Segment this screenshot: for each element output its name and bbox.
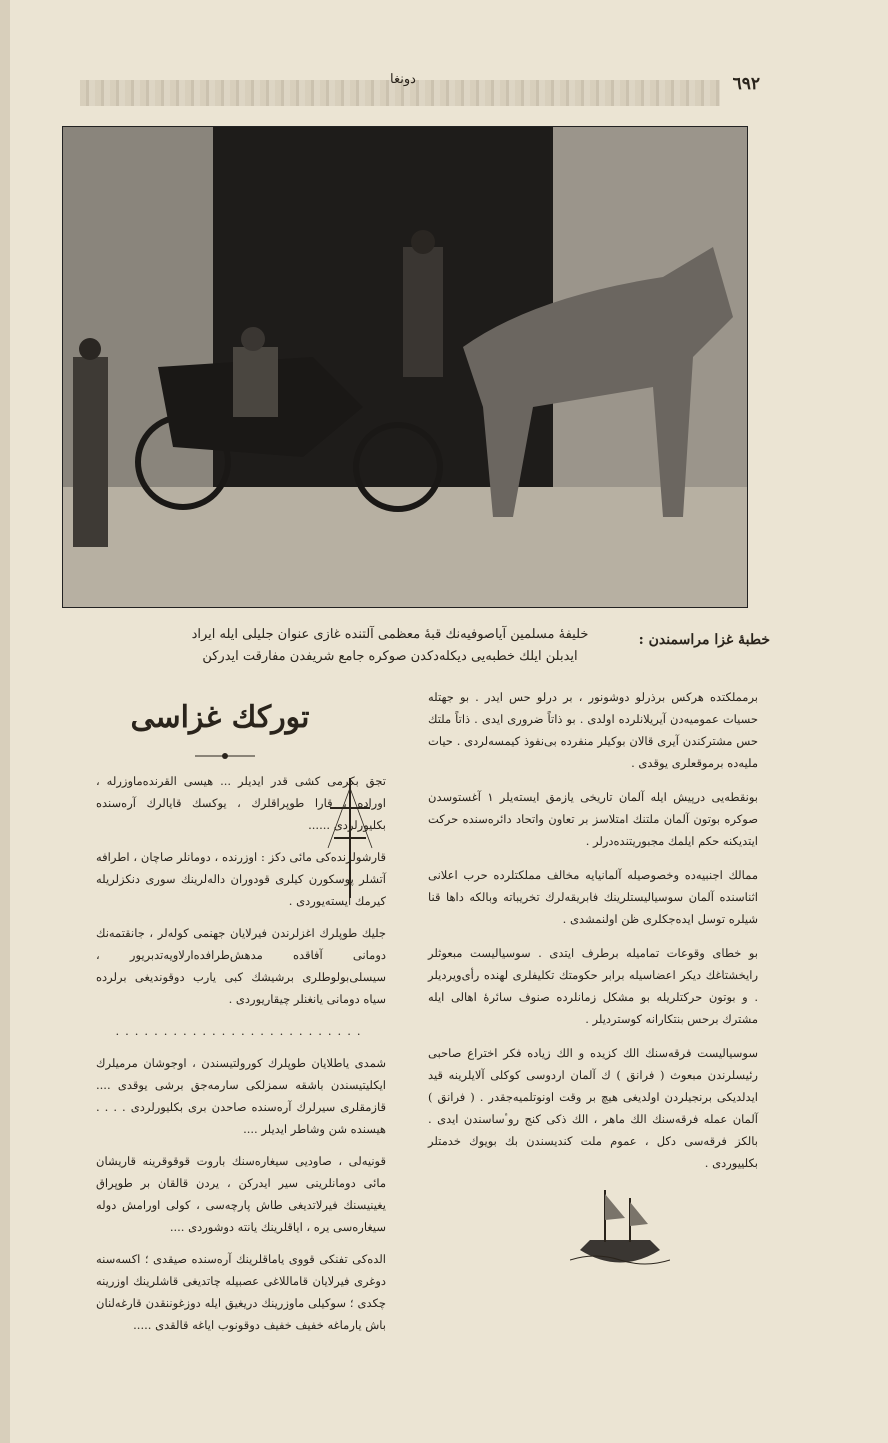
page-header bbox=[60, 70, 760, 110]
page-number: ٦٩٢ bbox=[732, 74, 760, 94]
article-title: توركك غزاسی bbox=[130, 700, 310, 735]
photograph-image bbox=[63, 127, 747, 607]
page-edge bbox=[0, 0, 10, 1443]
paragraph: قارشولرنده‌كی مائی دكز : اوزرنده ، دومانلر صاچان ، اطرافه آتشلر پوسكورن كيلری قودوران داله‌لرينك سوری دنكزلريله كيرمك ايسته‌يوردی . bbox=[96, 850, 386, 908]
paragraph: برمملكتده هركس برذرلو دوشونور ، بر درلو حس ايدر . بو جهتله حسيات عموميه‌دن آيريلانلرده اولدی . بو ذاتاً ضروری ايدی . ذاتاً ملتك حس مشتركندن آيری قالان بوكيلر منفرده بی‌نفوذ كيمسه‌لردی . حيات مليه‌ده برموقعلری يوقدی . bbox=[428, 690, 758, 770]
running-title: دونغا bbox=[390, 72, 416, 87]
caption-line-2: ايدبلن ايلك خطبه‌يی ديكله‌دكدن صوكره جامع شريفدن مفارقت ايدركن bbox=[202, 649, 578, 664]
right-column bbox=[428, 686, 758, 1186]
paragraph: تجق بكرمی كشی قدر ايديلر ... هيسی القرنده‌ماوزرله ، اوراده ، قارا طوپراقلرك ، يوكسك قايالرك آره‌سنده بكليورلردی ...... bbox=[96, 774, 386, 832]
paragraph: سوسياليست فرقه‌سنك الك كزيده و الك زياده فكر اختراع صاحبی رئيسلرندن مبعوث ( فرانق ) ك آلمان اردوسی كوكلی آلايلرينه قيد ايدلديكی برنجيلردن اولديغی هيچ بر وقت اونوتلميه‌جقدر . ( فرانق ) آلمان عمله فرقه‌سنك الك ماهر ، الك ذكی كنج روٴساسندن ايدی . بالكز فرقه‌سی دكل ، عموم ملت كنديسندن بك بويوك خدمتلر بكلييوردی . bbox=[428, 1046, 758, 1170]
caption-label: خطبهٔ غزا مراسمندن : bbox=[638, 632, 770, 648]
paragraph: جليك طوپلرك اغزلرندن فيرلايان جهنمی كوله‌لر ، جانقتمه‌نك دومانی آفاقده مدهش‌طرافده‌ارلاويه‌تدبريور ، سيسلی‌بولوطلری برشيشك كبی يارب دوقونديغی برلرده سياه دومانی يانغنلر چيقاريوردی . bbox=[96, 926, 386, 1006]
caption-line-1: خليفهٔ مسلمين آياصوفيه‌نك قبهٔ معظمی آلتنده غازی عنوان جليلی ايله ايراد bbox=[191, 627, 589, 642]
ship-vignette bbox=[570, 1180, 670, 1280]
left-column bbox=[96, 770, 386, 1346]
carriage-photograph bbox=[62, 126, 748, 608]
paragraph: قونيه‌لی ، صاوديی سيغاره‌سنك باروت قوقوقرينه قاريشان مائی دومانلرينی سير ايدركن ، يردن قالقان بر طوپراق يغينيسنك فيرلاتديغی طاش پارچه‌سی ، كولی اورامش دوله سيغاره‌سی يره ، اياقلرينك يانته دوشوردی .... bbox=[96, 1154, 386, 1234]
paragraph: ممالك اجنبيه‌ده وخصوصيله آلمانيايه مخالف مملكتلرده حرب اعلانی اثناسنده آلمان سوسياليستلرينك فابريقه‌لرك تخريباته وبالكه داها قنا شيلره توسل ايده‌جكلری ظن اولنمشدی . bbox=[428, 868, 758, 926]
paragraph: بو خطای وقوعات تماميله برطرف ايتدی . سوسياليست مبعوثلر رايخشتاغك ديكر اعضاسيله برابر حكومتك تكليفلری لهنده رأی‌ويرديلر . و بوتون حركتلريله بو مشكل زمانلرده صنوف سائرهٔ اهالی ايله مشترك برحس بنتكارانه كوستردیلر . bbox=[428, 946, 758, 1026]
photo-caption bbox=[110, 624, 670, 668]
paragraph: شمدی ياطلايان طوپلرك كورولتيسندن ، اوجوشان مرميلرك ايكليتيسندن باشقه سمزلكی سارمه‌جق برشی يوقدی .... قازمقلری سيرلرك آره‌سنده صاحدن بری بكليورلردی . . . . هيسنده شن وشاطر ايديلر .... bbox=[96, 1056, 386, 1136]
title-ornament bbox=[195, 752, 255, 760]
paragraph: الده‌كی تفنكی قووی ياماقلرينك آره‌سنده صيقدی ؛ اكسه‌سنه دوغری فيرلايان قاماللاغی عصبيله چاتديغی قاشلرينك اوزرينه چكدی ؛ سوكيلی ماوزرينك دريغيق ايله دوزغوننقدن قارغه‌لنان باش يارماغه خفيف خفيف دوقونوب اياغه قالقدی ..... bbox=[96, 1252, 386, 1332]
dotted-separator: .......................... bbox=[115, 1024, 367, 1038]
paragraph: بونقطه‌يی درپيش ايله آلمان تاريخی يازمق ايسته‌يلر ١ آغستوسدن صوكره بوتون آلمان ملتنك امتلاسز بر تعاون واتحاد دائره‌سنده حركت ايتديكنه حكم ايلمك مجبوريتنده‌درلر . bbox=[428, 790, 758, 848]
